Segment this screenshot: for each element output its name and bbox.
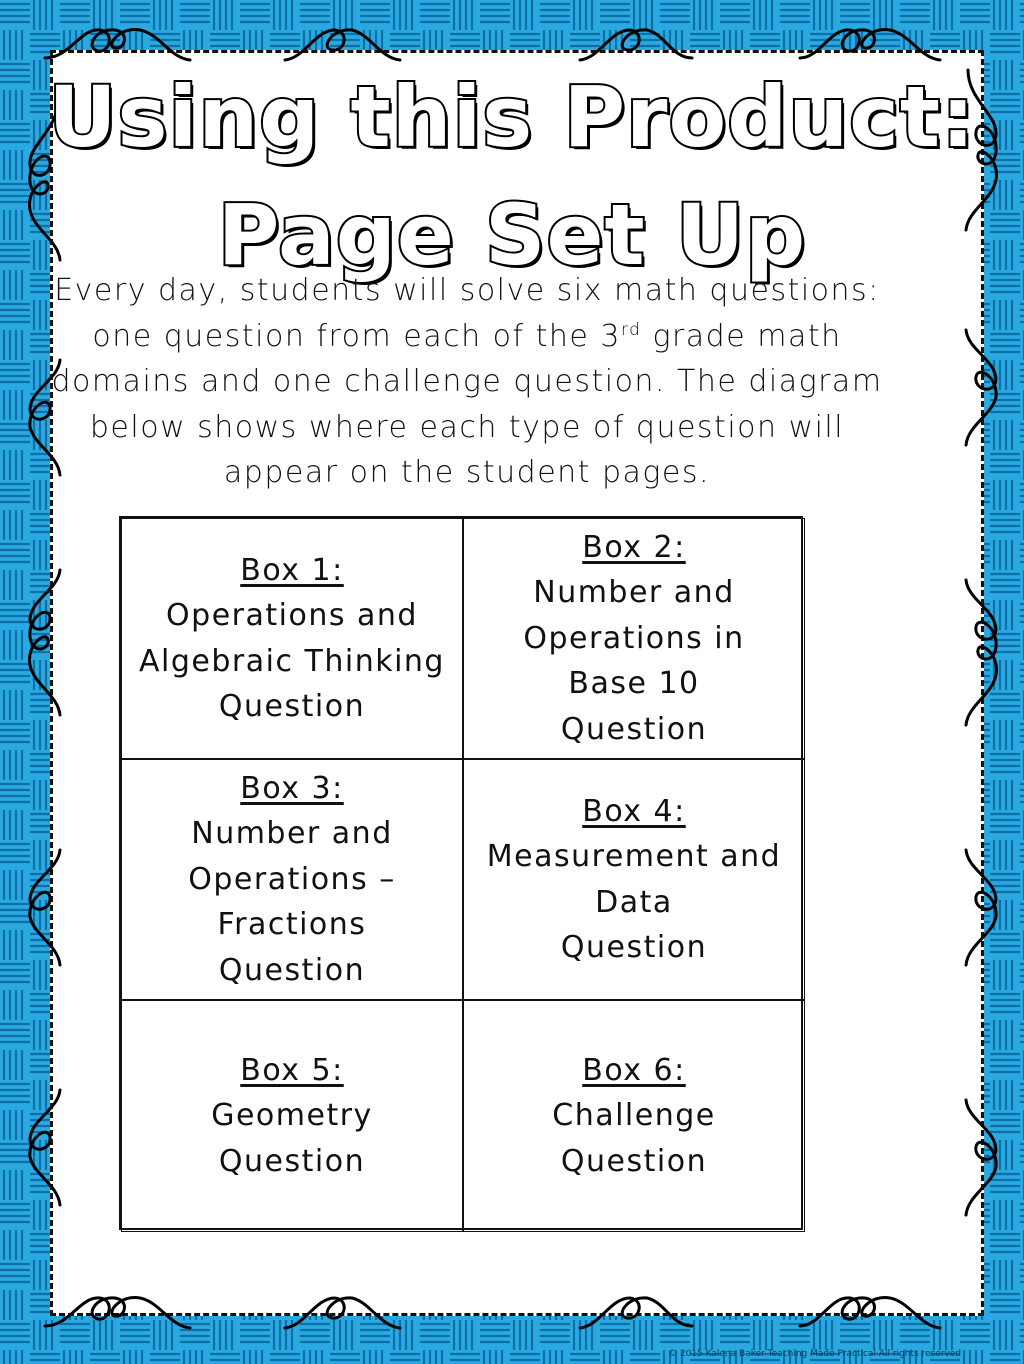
box-4-heading: Box 4: [582,793,686,829]
box-2-line: Operations in [523,620,745,656]
box-5-line: Geometry [211,1098,373,1134]
box-6-line: Challenge [552,1098,716,1134]
box-1-line: Operations and [166,598,418,633]
box-2-heading: Box 2: [582,529,686,565]
box-4-line: Data [595,884,673,920]
box-3-line: Operations – [188,861,396,897]
box-5-line: Question [218,1143,366,1179]
box-3-cell [121,759,463,1000]
box-2-line: Number and [533,575,735,611]
intro-text-b: grade math domains and one challenge question. The diagram below shows where each type of question will appear on the student pages. [51,318,883,490]
title-line-2: Page Set Up [217,186,807,284]
box-layout-diagram [119,516,803,1230]
box-1-heading: Box 1: [240,552,344,588]
box-4-line: Question [560,930,708,965]
box-3-line: Number and [191,816,393,852]
box-6-heading: Box 6: [582,1052,686,1088]
box-1-line: Algebraic Thinking [139,643,445,679]
intro-paragraph [40,268,894,496]
box-6-line: Question [560,1143,708,1179]
intro-superscript: rd [620,319,642,340]
intro-text-a: Every day, students will solve six math questions: one question from each of the 3 [54,273,880,354]
box-2-line: Question [560,711,708,747]
box-1-line: Question [218,689,366,724]
box-1-cell [121,518,463,759]
box-4-cell [463,759,805,1000]
box-2-line: Base 10 [568,666,700,702]
box-3-heading: Box 3: [240,770,344,806]
box-5-heading: Box 5: [240,1052,344,1088]
copyright-notice: © 2015 Kalena Baker Teaching Made Practical All rights reserved [668,1349,962,1359]
box-2-cell [463,518,805,759]
box-3-line: Fractions [217,907,367,943]
title-line-1: Using this Product: [48,68,976,166]
box-4-line: Measurement and [486,839,782,874]
curl-decoration-bottom [40,1286,980,1346]
box-3-line: Question [218,952,366,988]
box-5-cell [121,1000,463,1232]
box-6-cell [463,1000,805,1232]
